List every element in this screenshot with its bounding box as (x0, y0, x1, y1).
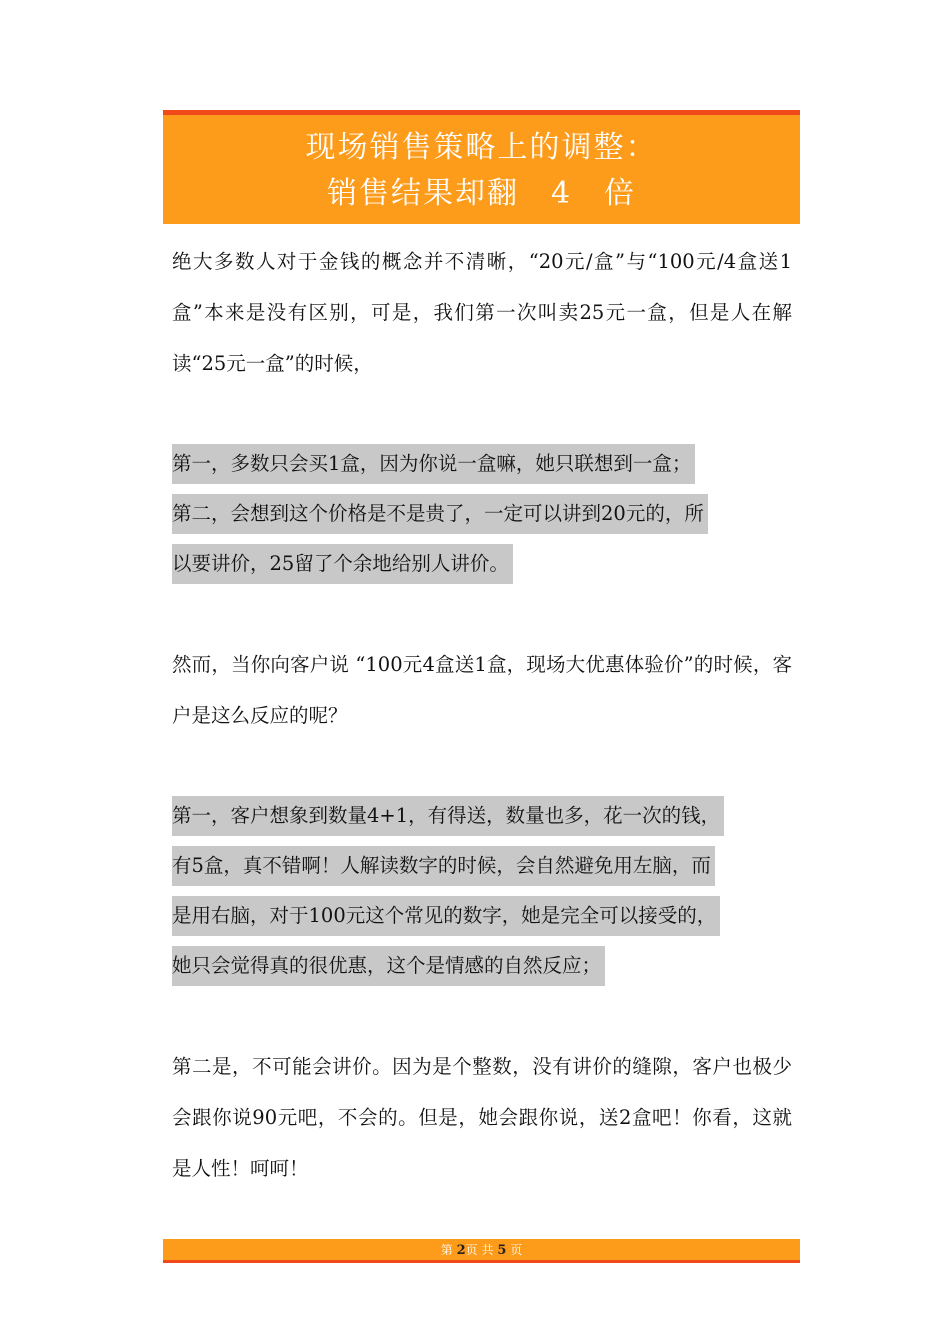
highlight-line (172, 489, 792, 539)
highlight-line (172, 891, 792, 941)
highlight-block-2 (172, 791, 792, 991)
document-body (172, 236, 792, 1194)
highlight-line (172, 941, 792, 991)
highlight-line (172, 539, 792, 589)
spacer (172, 991, 792, 1041)
footer-suffix: 页 (510, 1243, 523, 1257)
footer-current-page: 2 (456, 1243, 466, 1258)
highlight-text: 她只会觉得真的很优惠，这个是情感的自然反应； (172, 946, 605, 986)
highlight-text: 第二，会想到这个价格是不是贵了，一定可以讲到20元的，所 (172, 494, 708, 534)
footer-middle: 页 共 (465, 1243, 494, 1257)
footer-prefix: 第 (440, 1243, 453, 1257)
footer-total-pages: 5 (497, 1243, 507, 1258)
highlight-text: 是用右脑，对于100元这个常见的数字，她是完全可以接受的， (172, 896, 720, 936)
highlight-text: 以要讲价，25留了个余地给别人讲价。 (172, 544, 513, 584)
second-paragraph: 第二是，不可能会讲价。因为是个整数，没有讲价的缝隙，客户也极少会跟你说90元吧，不会的。但是，她会跟你说，送2盒吧！你看，这就是人性！呵呵！ (172, 1055, 792, 1180)
spacer (172, 389, 792, 439)
spacer (172, 589, 792, 639)
highlight-text: 有5盒，真不错啊！人解读数字的时候，会自然避免用左脑，而 (172, 846, 715, 886)
highlight-line (172, 791, 792, 841)
title-line-1: 现场销售策略上的调整： (305, 130, 658, 165)
page-footer (163, 1239, 800, 1263)
highlight-line (172, 841, 792, 891)
title-banner (163, 110, 800, 224)
highlight-text: 第一，客户想象到数量4+1，有得送，数量也多，花一次的钱， (172, 796, 724, 836)
spacer (172, 741, 792, 791)
however-paragraph: 然而，当你向客户说 “100元4盒送1盒，现场大优惠体验价”的时候，客户是这么反应的呢？ (172, 653, 792, 727)
intro-paragraph: 绝大多数人对于金钱的概念并不清晰，“20元/盒”与“100元/4盒送1盒”本来是没有区别，可是，我们第一次叫卖25元一盒，但是人在解读“25元一盒”的时候， (172, 250, 792, 375)
highlight-line (172, 439, 792, 489)
highlight-text: 第一，多数只会买1盒，因为你说一盒嘛，她只联想到一盒； (172, 444, 695, 484)
title-line-2: 销售结果却翻 4 倍 (326, 176, 637, 211)
highlight-block-1 (172, 439, 792, 589)
